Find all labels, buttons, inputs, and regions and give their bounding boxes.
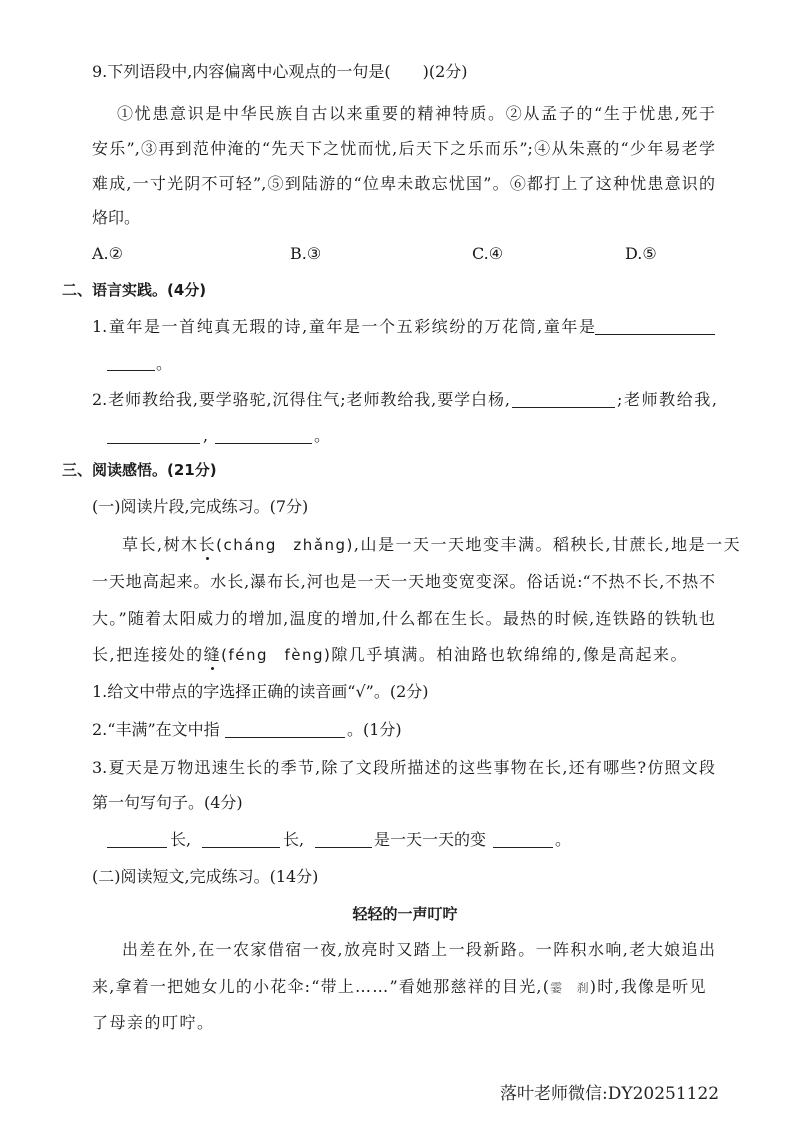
reading-line: 草长,树木长(cháng zhǎng),山是一天一天地变丰满。稻秧长,甘蔗长,地是一天 <box>122 535 742 554</box>
answer-blank[interactable] <box>595 318 715 335</box>
fill-text: 是一天一天的变 <box>374 830 487 849</box>
passage-line: 难成,一寸光阴不可轻”,⑤到陆游的“位卑未敢忘忧国”。⑥都打上了这种忧患意识的 <box>92 174 715 193</box>
character-options: 霎 刹 <box>550 981 590 995</box>
passage-line: ①忧患意识是中华民族自古以来重要的精神特质。②从孟子的“生于忧患,死于 <box>117 104 715 123</box>
punctuation: 。 <box>314 426 331 445</box>
answer-blank[interactable] <box>107 427 200 444</box>
question-2-2-cont: ;老师教给我, <box>617 390 717 409</box>
story-title: 轻轻的一声叮咛 <box>352 905 458 923</box>
reading-line: 一天地高起来。水长,瀑布长,河也是一天一天地变宽变深。俗话说:“不热不长,不热不 <box>92 572 715 591</box>
passage-line: 安乐”,③再到范仲淹的“先天下之忧而忧,后天下之乐而乐”;④从朱熹的“少年易老学 <box>92 139 715 158</box>
answer-blank[interactable] <box>202 831 280 848</box>
option-b[interactable]: B.③ <box>290 244 322 263</box>
footer-watermark: 落叶老师微信:DY20251122 <box>500 1084 720 1104</box>
answer-blank[interactable] <box>512 391 615 408</box>
option-a[interactable]: A.② <box>92 244 123 263</box>
fill-text: 长, <box>170 830 192 849</box>
question-2-2: 2.老师教给我,要学骆驼,沉得住气;老师教给我,要学白杨, <box>92 390 510 409</box>
section-3-title: 三、阅读感悟。(21分) <box>62 461 217 479</box>
question-3-3-cont: 第一句写句子。(4分) <box>92 793 243 812</box>
fill-text: 长, <box>283 830 305 849</box>
part-1-title: (一)阅读片段,完成练习。(7分) <box>92 497 309 516</box>
story-line: 出差在外,在一农家借宿一夜,放亮时又踏上一段新路。一阵积水响,老大娘追出 <box>122 940 715 959</box>
question-3-3: 3.夏天是万物迅速生长的季节,除了文段所描述的这些事物在长,还有哪些?仿照文段 <box>92 758 715 777</box>
answer-blank[interactable] <box>215 427 312 444</box>
punctuation: 。 <box>156 354 173 373</box>
answer-blank[interactable] <box>107 354 155 371</box>
story-line: 了母亲的叮咛。 <box>92 1013 215 1032</box>
question-2-1: 1.童年是一首纯真无瑕的诗,童年是一个五彩缤纷的万花筒,童年是 <box>92 317 595 336</box>
answer-blank[interactable] <box>315 831 372 848</box>
answer-blank[interactable] <box>107 831 167 848</box>
question-3-2: 2.“丰满”在文中指 <box>92 720 220 739</box>
passage-line: 烙印。 <box>92 208 141 227</box>
answer-blank[interactable] <box>225 721 345 738</box>
question-3-1: 1.给文中带点的字选择正确的读音画“√”。(2分) <box>92 682 429 701</box>
question-3-2-score: 。(1分) <box>347 720 402 739</box>
section-2-title: 二、语言实践。(4分) <box>62 281 207 299</box>
punctuation: , <box>203 426 209 445</box>
question-9-stem: 9.下列语段中,内容偏离中心观点的一句是( )(2分) <box>92 62 468 81</box>
option-d[interactable]: D.⑤ <box>625 244 657 263</box>
part-2-title: (二)阅读短文,完成练习。(14分) <box>92 867 319 886</box>
reading-line: 长,把连接处的缝(féng fèng)隙几乎填满。柏油路也软绵绵的,像是高起来。 <box>92 645 688 664</box>
option-c[interactable]: C.④ <box>472 244 504 263</box>
answer-blank[interactable] <box>493 831 553 848</box>
fill-text: 。 <box>555 830 572 849</box>
story-line: 来,拿着一把她女儿的小花伞:“带上……”看她那慈祥的目光,(霎 刹)时,我像是听见 <box>92 977 707 996</box>
reading-line: 大。”随着太阳威力的增加,温度的增加,什么都在生长。最热的时候,连铁路的铁轨也 <box>92 609 715 628</box>
